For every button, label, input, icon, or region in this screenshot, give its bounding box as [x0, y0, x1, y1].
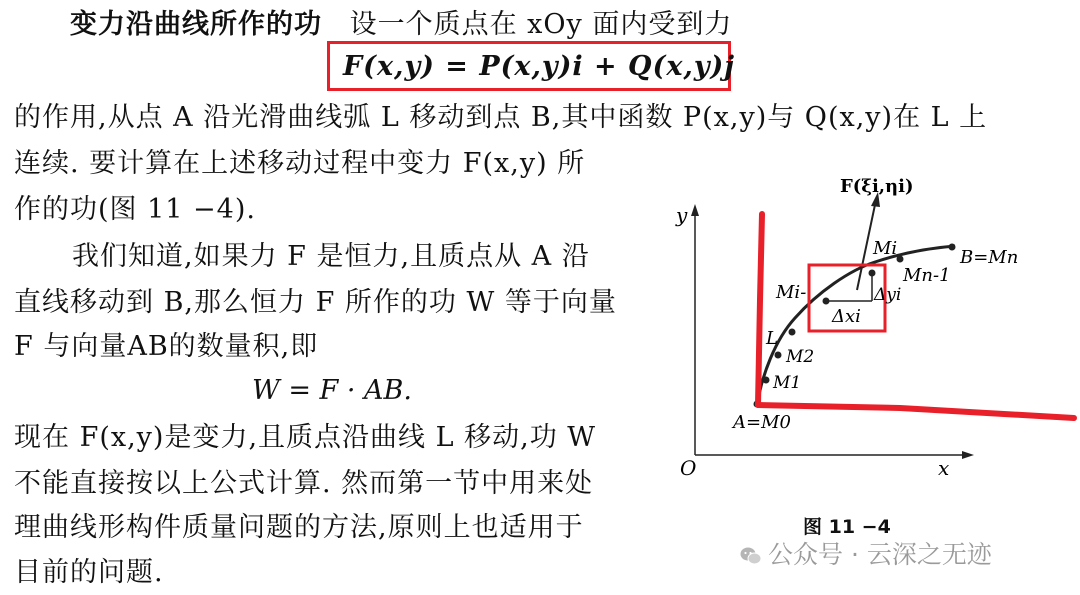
point-B — [949, 244, 956, 251]
watermark-text: 公众号 · 云深之无迹 — [768, 540, 992, 569]
para1-line-2: 连续. 要计算在上述移动过程中变力 F(x,y) 所 — [14, 148, 586, 179]
point-M2 — [775, 352, 782, 359]
para2-line-2: 直线移动到 B,那么恒力 F 所作的功 W 等于向量 — [14, 287, 617, 318]
para2-line-3: F 与向量AB的数量积,即 — [14, 331, 319, 362]
wechat-icon — [740, 546, 762, 566]
M2-label: M2 — [786, 347, 815, 367]
y-axis-arrow — [691, 204, 699, 216]
A-M0-label: A=M0 — [733, 412, 791, 433]
point-M1 — [763, 377, 770, 384]
watermark — [740, 535, 992, 571]
delta-x-label: Δxi — [832, 306, 861, 327]
para2-line-1: 我们知道,如果力 F 是恒力,且质点从 A 沿 — [72, 241, 590, 272]
x-axis-arrow — [962, 451, 974, 459]
heading-rest: 设一个质点在 xOy 面内受到力 — [349, 9, 733, 40]
section-heading: 变力沿曲线所作的功 — [70, 9, 322, 40]
force-label: F(ξi,ηi) — [840, 176, 914, 197]
origin-label: O — [680, 456, 697, 480]
y-axis-label: y — [676, 203, 688, 227]
Mi-label: Mi — [873, 238, 898, 259]
red-horizontal-stroke — [758, 405, 1074, 418]
M1-label: M1 — [773, 373, 802, 393]
formula-force: F(x,y) = P(x,y)i + Q(x,y)j — [343, 51, 736, 82]
para3-line-4: 目前的问题. — [14, 557, 164, 588]
L-label: L — [766, 328, 778, 349]
delta-y-label: Δyi — [874, 285, 902, 305]
Mi-minus-label: Mi- — [776, 282, 807, 303]
para1-line-3: 作的功(图 11 −4). — [14, 194, 256, 225]
formula-work: W = F · AB. — [252, 375, 412, 406]
point-L — [789, 329, 796, 336]
B-Mn-label: B=Mn — [960, 247, 1019, 268]
para3-line-2: 不能直接按以上公式计算. 然而第一节中用来处 — [14, 468, 594, 499]
para3-line-3: 理曲线形构件质量问题的方法,原则上也适用于 — [14, 512, 584, 543]
red-vertical-stroke — [758, 214, 762, 405]
x-axis-label: x — [938, 456, 950, 480]
para3-line-1: 现在 F(x,y)是变力,且质点沿曲线 L 移动,功 W — [14, 422, 597, 453]
point-Mn-1 — [897, 256, 904, 263]
Mn-1-label: Mn-1 — [903, 265, 951, 286]
para1-line-1: 的作用,从点 A 沿光滑曲线弧 L 移动到点 B,其中函数 P(x,y)与 Q(x,y)在 L 上 — [14, 102, 988, 133]
figure-caption: 图 11 −4 — [803, 516, 891, 538]
